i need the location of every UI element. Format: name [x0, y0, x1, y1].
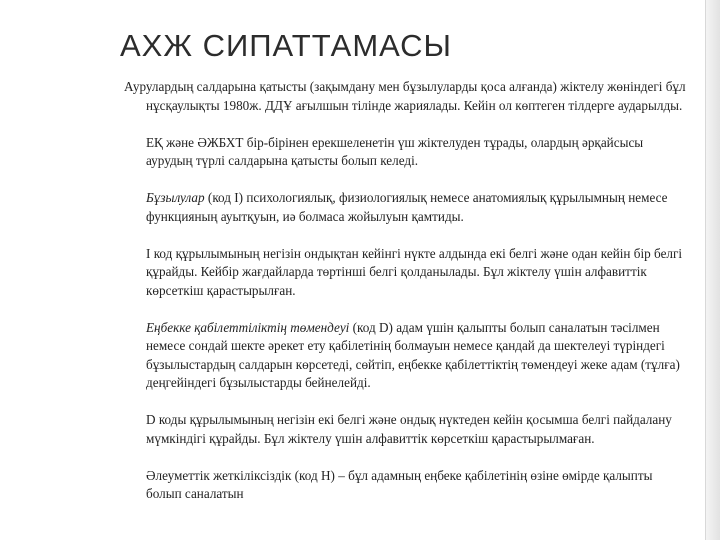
slide-border: [705, 0, 720, 540]
term-impairments: Бұзылулар: [146, 190, 205, 205]
paragraph-d-code: D коды құрылымының негізін екі белгі және ондық нүктеден кейін қосымша белгі пайдалану мүмкіндігі құрайды. Бұл жіктелу үшін алфавиттік көрсеткіш қарастырылмаған.: [146, 412, 672, 446]
paragraph-disability: [124, 319, 690, 393]
paragraph-intro: Аурулардың салдарына қатысты (зақымдану мен бұзылуларды қоса алғанда) жіктелу жөніндегі бұл нұсқаулықты 1980ж. ДДҰ ағылшын тілінде жариялады. Кейін ол көптеген тілдерге аударылды.: [124, 79, 686, 113]
slide-body: [124, 78, 690, 522]
impairments-text: (код I) психологиялық, физиологиялық немесе анатомиялық құрылымның немесе функцияның ауытқуын, иә болмаса жойылуын қамтиды.: [146, 190, 668, 224]
paragraph-classifications: ЕҚ және ӘЖБХТ бір-бірінен ерекшеленетін үш жіктелуден тұрады, олардың әрқайсысы аурудың түрлі салдарына қатысты болып келеді.: [146, 134, 644, 168]
paragraph-impairments: [124, 189, 690, 226]
slide-title: АХЖ СИПАТТАМАСЫ: [120, 28, 452, 63]
disability-text: (код D) адам үшін қалыпты болып саналатын тәсілмен немесе сондай шекте әрекет ету қабілетінің болмауын немесе қандай да шектелеуі түріндегі бұзылыстардың салдарын көрсетеді, сөйтіп, еңбекке қабілеттіктің төмендеуі жеке адам (тұлға) деңгейіндегі бұзылыстарды бейнелейді.: [146, 319, 680, 390]
paragraph-handicap: Әлеуметтік жеткіліксіздік (код Н) – бұл адамның еңбеке қабілетінің өзіне өмірде қалыпты болып саналатын: [146, 467, 653, 501]
term-disability: Еңбекке қабілеттіліктің төмендеуі: [146, 319, 350, 335]
paragraph-i-code: I код құрылымының негізін ондықтан кейінгі нүкте алдында екі белгі және одан кейін бір белгі құрайды. Кейбір жағдайларда төртінші белгі қолданылады. Бұл жіктелу үшін алфавиттік көрсеткіш қарастырылған.: [146, 245, 683, 298]
